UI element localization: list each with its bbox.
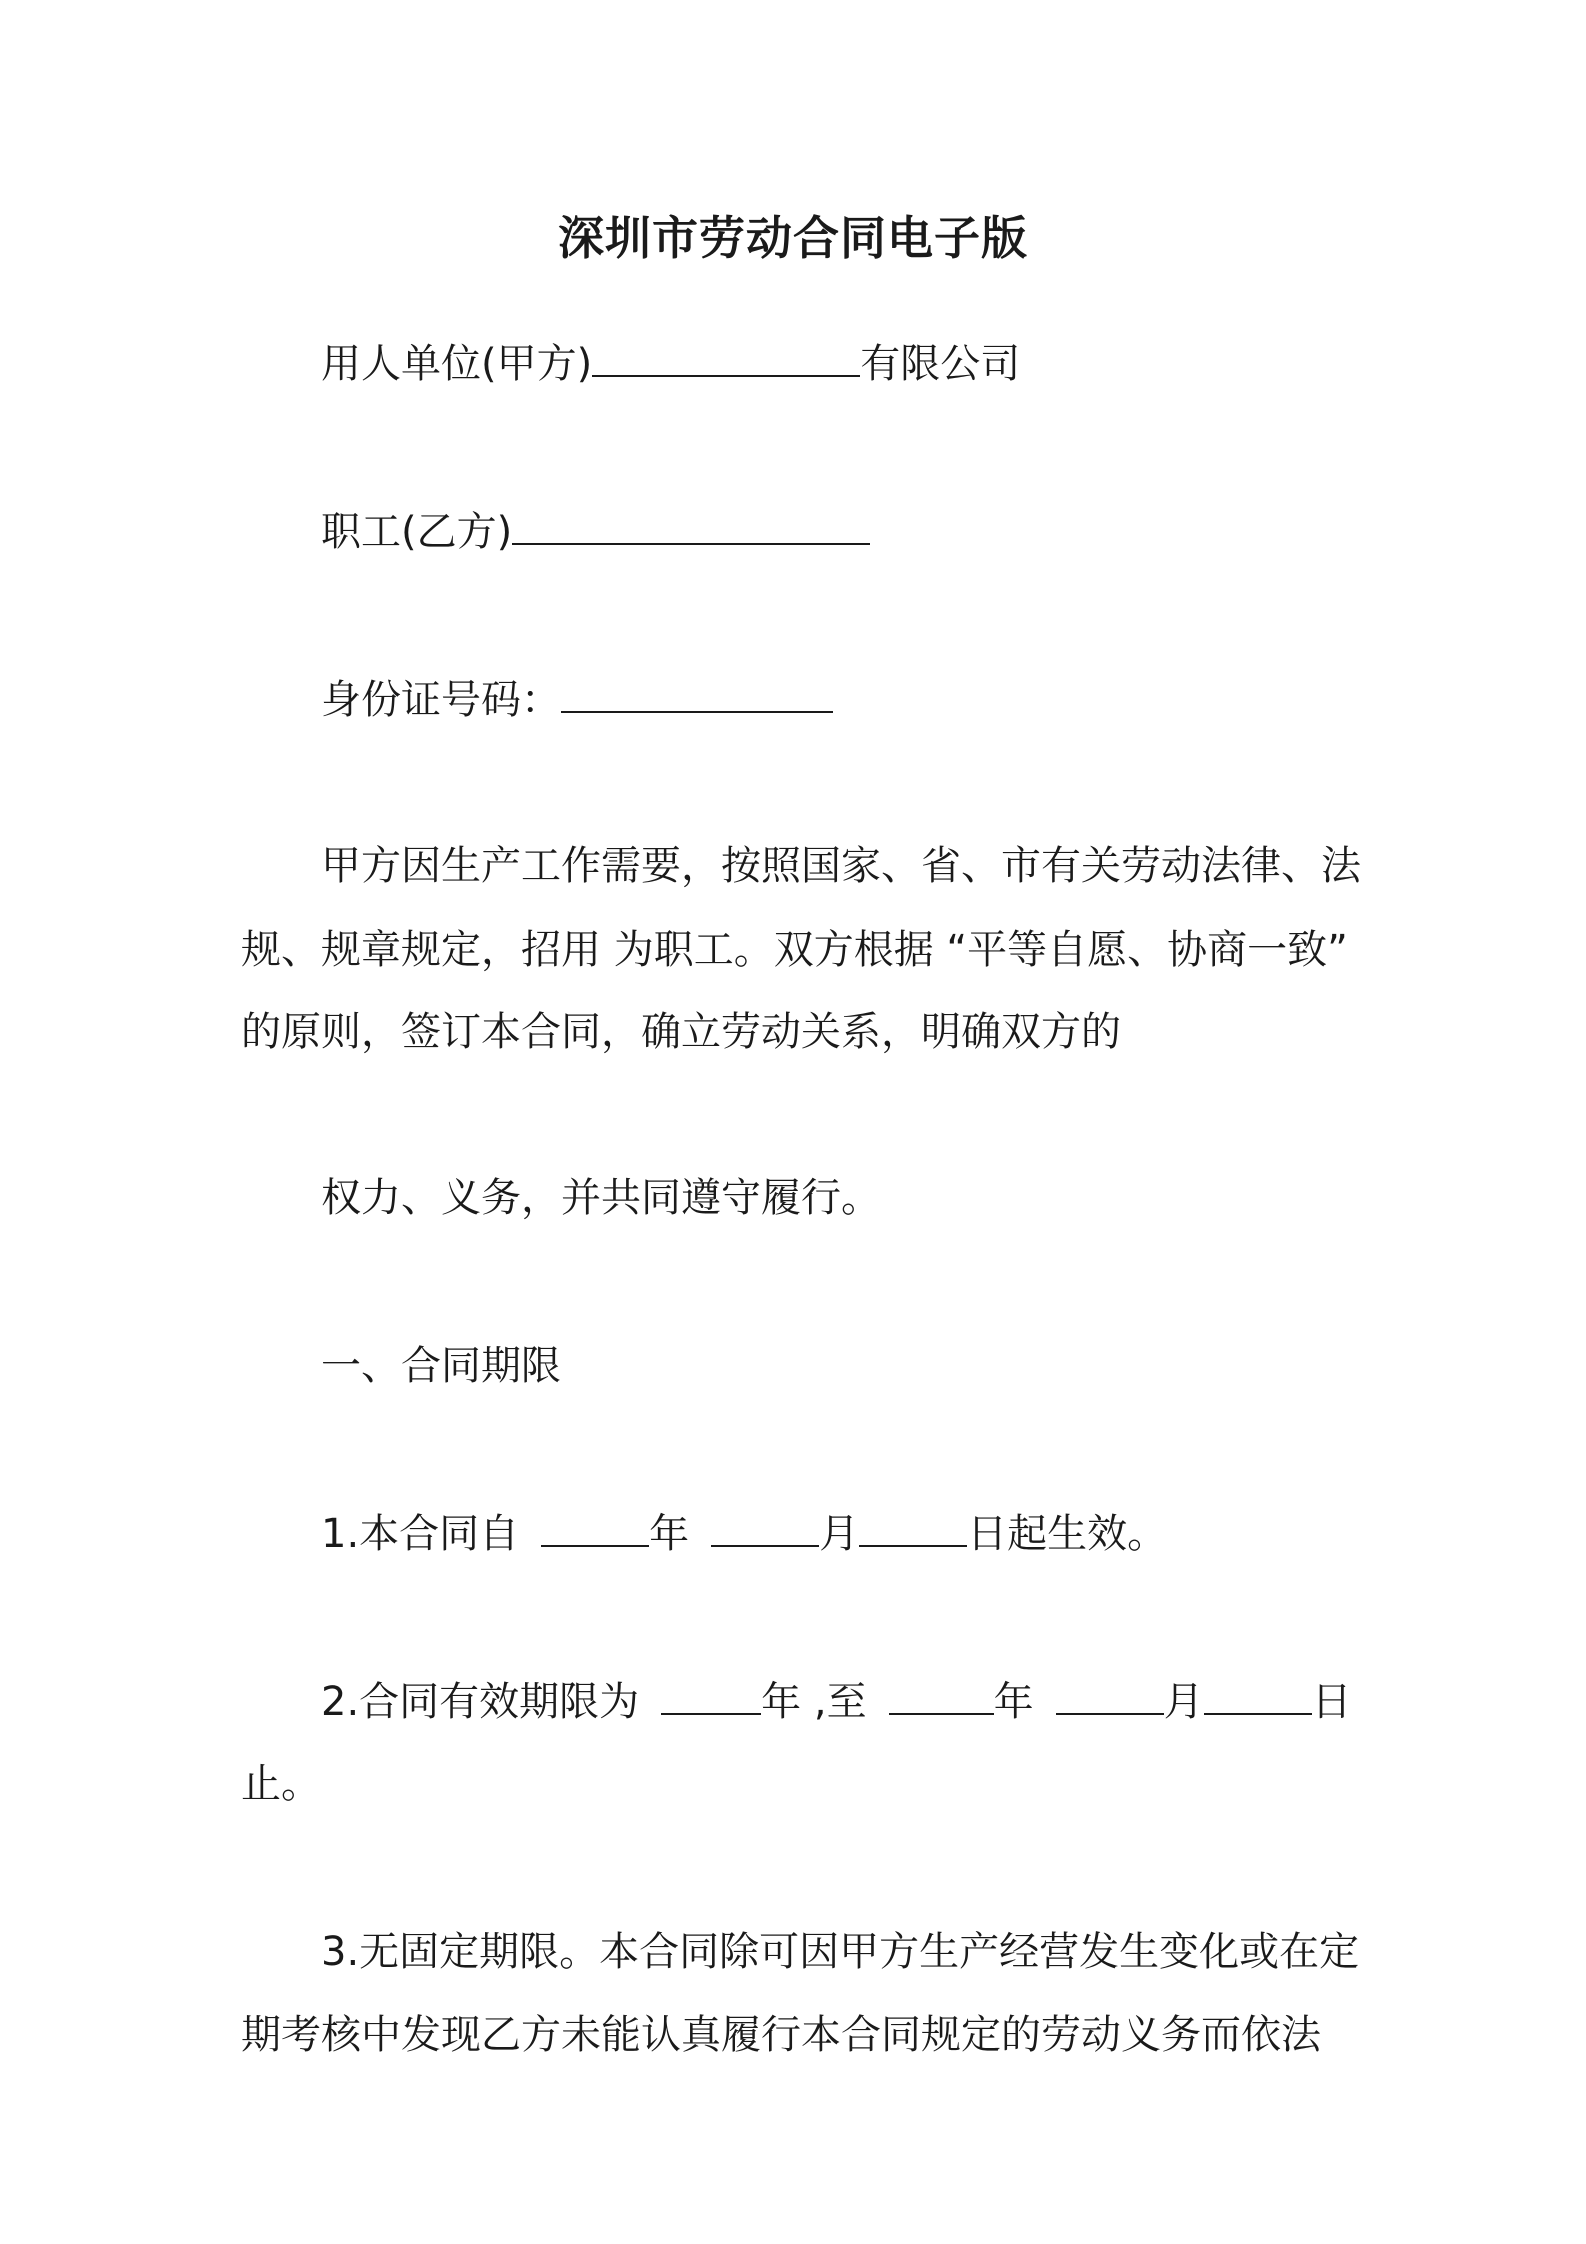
clause-2-year-field[interactable]	[889, 1673, 994, 1715]
intro-line-1: 甲方因生产工作需要，按照国家、省、市有关劳动法律、法	[321, 843, 1361, 889]
clause-2-line	[321, 1673, 1352, 1730]
clause-2-day-field[interactable]	[1204, 1673, 1312, 1715]
clause-2-month-field[interactable]	[1056, 1673, 1164, 1715]
id-number-field[interactable]	[561, 671, 833, 713]
party-a-suffix: 有限公司	[860, 341, 1021, 387]
section-1-heading: 一、合同期限	[321, 1343, 561, 1389]
id-number-label: 身份证号码：	[321, 677, 561, 723]
clause-2-years-label: 年 ,至	[761, 1679, 867, 1725]
party-a-line	[321, 335, 1020, 392]
intro-line-4: 权力、义务，并共同遵守履行。	[321, 1175, 881, 1221]
document-title: 深圳市劳动合同电子版	[558, 211, 1028, 265]
clause-1-month-field[interactable]	[711, 1505, 819, 1547]
party-b-name-field[interactable]	[512, 503, 870, 545]
clause-1-prefix: 1.本合同自	[321, 1511, 520, 1557]
clause-1-year-field[interactable]	[541, 1505, 649, 1547]
clause-2-day-label: 日	[1311, 1679, 1352, 1725]
clause-1-line	[321, 1505, 1167, 1562]
party-b-label: 职工(乙方)	[321, 509, 513, 555]
clause-2-prefix: 2.合同有效期限为	[321, 1679, 640, 1725]
clause-3-line-2: 期考核中发现乙方未能认真履行本合同规定的劳动义务而依法	[241, 2012, 1321, 2058]
party-a-label: 用人单位(甲方)	[321, 341, 593, 387]
clause-1-month-label: 月	[819, 1511, 860, 1557]
party-a-name-field[interactable]	[592, 335, 860, 377]
clause-1-day-suffix: 日起生效。	[967, 1511, 1168, 1557]
clause-3-line-1: 3.无固定期限。本合同除可因甲方生产经营发生变化或在定	[321, 1929, 1360, 1975]
intro-line-2: 规、规章规定，招用 为职工。双方根据 “平等自愿、协商一致”	[241, 927, 1348, 973]
clause-1-year-label: 年	[649, 1511, 690, 1557]
clause-2-tail: 止。	[241, 1761, 321, 1807]
party-b-line	[321, 503, 870, 560]
id-number-line	[321, 671, 833, 728]
clause-2-month-label: 月	[1163, 1679, 1204, 1725]
clause-2-year-label: 年	[993, 1679, 1034, 1725]
intro-line-3: 的原则，签订本合同，确立劳动关系，明确双方的	[241, 1009, 1121, 1055]
clause-2-years-field[interactable]	[661, 1673, 761, 1715]
clause-1-day-field[interactable]	[859, 1505, 967, 1547]
